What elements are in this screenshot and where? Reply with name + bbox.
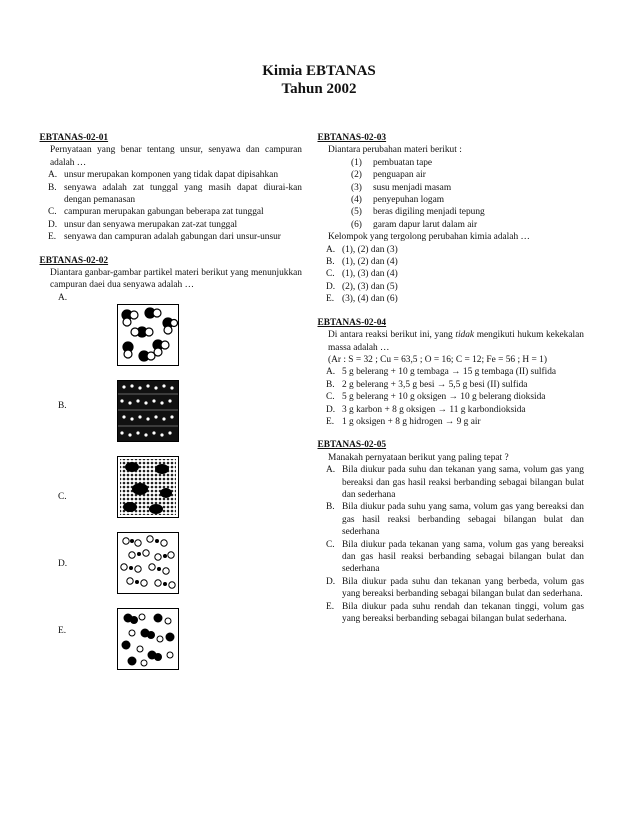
question-stem: Diantara ganbar-gambar partikel materi berikut yang menunjukkan campuran daei dua senyawa adalah …	[50, 268, 302, 291]
option-text: (3), (4) dan (6)	[342, 294, 398, 305]
option-text: Bila diukur pada suhu dan tekanan yang sama, volum gas yang bereaksi dan gas hasil reaksi berbanding sebagai bilangan bulat dan sederhana	[342, 465, 584, 500]
stem-text: mengikuti hukum kekekalan massa adalah …	[328, 330, 584, 353]
option-text: 1 g oksigen + 8 g hidrogen → 9 g air	[342, 416, 481, 427]
item-text: pembuatan tape	[373, 157, 433, 168]
question-stem: Manakah pernyataan berikut yang paling tepat ?	[328, 452, 509, 463]
option-c	[40, 206, 302, 218]
option-e	[318, 601, 584, 626]
option-letter: E.	[48, 232, 57, 243]
question-3	[318, 132, 584, 306]
option-a-label-row	[40, 292, 302, 304]
option-a	[318, 464, 584, 501]
option-a	[318, 366, 584, 378]
option-letter: B.	[326, 257, 335, 268]
item-text: garam dapur larut dalam air	[373, 219, 478, 230]
item-number: (5)	[351, 207, 362, 218]
option-text: unsur merupakan komponen yang tidak dapat dipisahkan	[64, 170, 279, 181]
item-number: (4)	[351, 195, 362, 206]
option-text: Bila diukur pada suhu rendah dan tekanan tinggi, volum gas yang bereaksi berbanding sebagai bilangan bulat sederhana.	[342, 601, 584, 625]
particle-diagram-c	[117, 456, 179, 518]
option-d	[318, 576, 584, 601]
list-item	[318, 194, 584, 206]
question-stem	[318, 329, 584, 354]
option-letter: C.	[326, 392, 335, 403]
question-5	[318, 439, 584, 625]
option-letter: B.	[48, 182, 57, 193]
question-1	[40, 132, 302, 244]
option-b	[318, 256, 584, 268]
option-text: (1), (3) dan (4)	[342, 269, 398, 280]
option-letter: C.	[48, 207, 57, 218]
left-column	[40, 132, 302, 701]
question-stem: Diantara perubahan materi berikut :	[328, 145, 462, 156]
option-letter: B.	[58, 401, 67, 412]
question-id: EBTANAS-02-02	[39, 255, 109, 266]
option-letter: E.	[326, 294, 335, 305]
option-text: Bila diukur pada suhu yang sama, volum gas yang bereaksi dan gas hasil reaksi berbanding sebagai bilangan bulat dan sederhana	[342, 502, 584, 538]
option-text: 5 g belerang + 10 g oksigen → 10 g belerang dioksida	[342, 392, 546, 403]
option-letter: C.	[58, 492, 67, 503]
option-letter: B.	[326, 379, 335, 390]
particle-diagrams	[40, 304, 302, 690]
item-number: (3)	[351, 182, 362, 193]
option-letter: D.	[48, 219, 58, 230]
option-letter: C.	[326, 539, 335, 550]
question-id: EBTANAS-02-03	[317, 133, 387, 143]
list-item	[318, 206, 584, 218]
option-text: unsur dan senyawa merupakan zat-zat tunggal	[64, 219, 238, 230]
stem-text: Di antara reaksi berikut ini, yang	[328, 330, 456, 341]
option-e	[318, 293, 584, 305]
option-text: 5 g belerang + 10 g tembaga → 15 g tembaga (II) sulfida	[342, 367, 557, 378]
option-a	[40, 169, 302, 181]
option-letter: A.	[326, 465, 336, 476]
item-text: susu menjadi masam	[373, 182, 452, 193]
option-letter: D.	[326, 281, 336, 292]
option-text: Bila diukur pada tekanan yang sama, volum gas yang bereaksi dan gas hasil reaksi berbanding sebagai bilangan bulat dan sederhana	[342, 539, 584, 575]
option-b	[318, 501, 584, 538]
item-number: (6)	[351, 219, 362, 230]
option-letter: C.	[326, 269, 335, 280]
stem-emphasis: tidak	[455, 330, 475, 341]
option-b	[318, 379, 584, 391]
option-letter: A.	[326, 244, 336, 255]
question-id: EBTANAS-02-01	[39, 133, 109, 143]
particle-diagram-e	[117, 608, 179, 670]
question-id: EBTANAS-02-05	[317, 440, 387, 451]
list-item	[318, 182, 584, 194]
option-letter: E.	[326, 601, 335, 612]
question-id: EBTANAS-02-04	[317, 317, 387, 328]
item-text: penyepuhan logam	[373, 195, 445, 206]
option-letter: D.	[326, 404, 336, 415]
option-text: senyawa dan campuran adalah gabungan dari unsur-unsur	[64, 232, 281, 243]
option-letter: A.	[58, 292, 68, 303]
option-b	[40, 182, 302, 207]
given-data: (Ar : S = 32 ; Cu = 63,5 ; O = 16; C = 12; Fe = 56 ; H = 1)	[328, 354, 547, 365]
particle-diagram-a	[117, 304, 179, 366]
option-text: 3 g karbon + 8 g oksigen → 11 g karbondioksida	[342, 404, 526, 415]
option-text: senyawa adalah zat tunggal yang masih dapat diurai-kan dengan pemanasan	[64, 182, 302, 206]
list-item	[318, 157, 584, 169]
question-4	[318, 317, 584, 429]
question-stem: Pernyataan yang benar tentang unsur, senyawa dan campuran adalah …	[50, 145, 302, 168]
option-text: 2 g belerang + 3,5 g besi → 5,5 g besi (II) sulfida	[342, 379, 528, 390]
option-c	[318, 391, 584, 403]
option-letter: D.	[326, 576, 336, 587]
option-letter: A.	[326, 367, 336, 378]
item-number: (1)	[351, 157, 362, 168]
option-d	[318, 404, 584, 416]
option-c	[318, 268, 584, 280]
page-title: Kimia EBTANAS	[262, 63, 376, 79]
question-2	[40, 255, 302, 691]
option-c	[318, 539, 584, 576]
option-e	[40, 231, 302, 243]
option-d	[40, 219, 302, 231]
particle-diagram-b	[117, 380, 179, 442]
list-item	[318, 219, 584, 231]
option-letter: A.	[48, 170, 58, 181]
item-text: penguapan air	[373, 170, 426, 181]
option-letter: D.	[58, 559, 68, 570]
page-subtitle: Tahun 2002	[281, 81, 357, 97]
option-letter: B.	[326, 502, 335, 513]
option-text: campuran merupakan gabungan beberapa zat tunggal	[64, 207, 264, 218]
item-text: beras digiling menjadi tepung	[373, 207, 485, 218]
option-a	[318, 244, 584, 256]
option-text: Bila diukur pada suhu dan tekanan yang berbeda, volum gas yang bereaksi berbanding sebagai bilangan bulat dan sederhana.	[342, 576, 584, 600]
option-letter: E.	[58, 626, 67, 637]
option-e	[318, 416, 584, 428]
option-text: (2), (3) dan (5)	[342, 281, 398, 292]
option-letter: E.	[326, 416, 335, 427]
option-d	[318, 281, 584, 293]
particle-diagram-d	[117, 532, 179, 594]
list-item	[318, 169, 584, 181]
right-column	[318, 132, 584, 636]
option-text: (1), (2) dan (3)	[342, 244, 398, 255]
item-number: (2)	[351, 170, 362, 181]
option-text: (1), (2) dan (4)	[342, 257, 398, 268]
question-prompt: Kelompok yang tergolong perubahan kimia adalah …	[328, 232, 530, 243]
